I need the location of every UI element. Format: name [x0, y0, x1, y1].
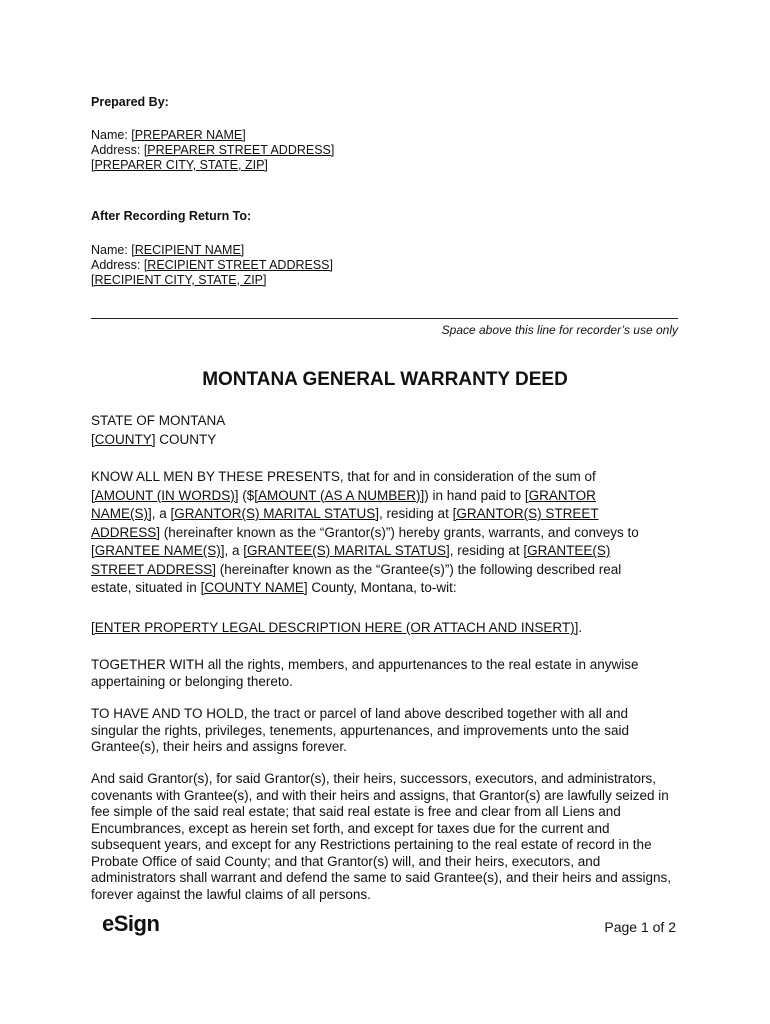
county-suffix: COUNTY	[155, 431, 217, 447]
recorder-divider	[91, 318, 678, 319]
grantor-marital-status-field[interactable]: [GRANTOR(S) MARITAL STATUS]	[170, 506, 380, 521]
recipient-address-line	[91, 258, 681, 273]
preparer-city-line	[91, 158, 681, 173]
esign-logo: eSign	[102, 911, 160, 936]
know-all-text: , a	[151, 506, 171, 521]
grantee-address-field[interactable]: [GRANTEE(S) STREET ADDRESS]	[91, 543, 611, 577]
preparer-name-field[interactable]: [PREPARER NAME]	[131, 128, 246, 142]
grantor-address-field[interactable]: [GRANTOR(S) STREET ADDRESS]	[91, 506, 599, 540]
grantee-name-field[interactable]: [GRANTEE NAME(S)]	[91, 543, 225, 558]
know-all-text: ) in hand paid to	[424, 487, 525, 503]
know-all-text: (hereinafter known as the “Grantee(s)”) the following described real estate, situated in	[91, 561, 622, 595]
amount-words-field[interactable]: [AMOUNT (IN WORDS)]	[91, 487, 239, 503]
know-all-paragraph	[91, 468, 651, 598]
know-all-text: , residing at	[449, 543, 524, 558]
recorder-note: Space above this line for recorder’s use only	[441, 323, 678, 337]
preparer-name-line	[91, 128, 681, 143]
recipient-name-label: Name:	[91, 243, 132, 257]
recipient-name-line	[91, 243, 681, 258]
recipient-name-field[interactable]: [RECIPIENT NAME]	[131, 243, 245, 257]
prepared-by-block	[91, 95, 681, 173]
know-all-text: (hereinafter known as the “Grantor(s)”) hereby grants, warrants, and conveys to	[160, 524, 639, 540]
grantee-marital-status-field[interactable]: [GRANTEE(S) MARITAL STATUS]	[243, 543, 450, 558]
return-to-block	[91, 209, 681, 288]
recipient-address-label: Address:	[91, 258, 144, 272]
to-have-paragraph: TO HAVE AND TO HOLD, the tract or parcel of land above described together with all and singular the rights, privileges, tenements, appurtenances, and improvements unto the said Grantee(s), their heirs and assigns forever.	[91, 706, 630, 754]
covenants-paragraph: And said Grantor(s), for said Grantor(s), their heirs, successors, executors, and administrators, covenants with Grantee(s), and with their heirs and assigns, that Grantor(s) are lawfully seized in fee simple of the said real estate; that said real estate is free and clear from all Liens and Encumbrances, except as herein set forth, and except for taxes due for the current and subsequent years, and except for any Restrictions pertaining to the real estate of record in the Probate Office of said County; and that Grantor(s) will, and their heirs, executors, and administrators shall warrant and defend the same to said Grantee(s), and their heirs and assigns, forever against the lawful claims of all persons.	[91, 771, 672, 902]
state-line: STATE OF MONTANA	[91, 413, 226, 428]
recipient-city-field[interactable]: [RECIPIENT CITY, STATE, ZIP]	[91, 273, 267, 287]
know-all-text: KNOW ALL MEN BY THESE PRESENTS, that for and in consideration of the sum of	[91, 469, 596, 484]
know-all-text: , a	[224, 543, 244, 558]
legal-description-suffix: .	[578, 620, 583, 635]
preparer-city-field[interactable]: [PREPARER CITY, STATE, ZIP]	[91, 158, 268, 172]
amount-number-field[interactable]: [AMOUNT (AS A NUMBER)]	[254, 487, 425, 503]
grantor-name-field[interactable]: [GRANTOR NAME(S)]	[91, 487, 596, 521]
return-to-heading: After Recording Return To:	[91, 209, 252, 223]
preparer-name-label: Name:	[91, 128, 132, 142]
preparer-address-label: Address:	[91, 143, 144, 157]
legal-description-line	[91, 619, 681, 638]
county-field[interactable]: [COUNTY]	[91, 431, 156, 447]
know-all-text: ($	[238, 487, 255, 503]
know-all-text: , residing at	[379, 506, 453, 521]
recipient-city-line	[91, 273, 681, 288]
county-line	[91, 431, 681, 450]
preparer-address-line	[91, 143, 681, 158]
together-paragraph: TOGETHER WITH all the rights, members, and appurtenances to the real estate in anywise appertaining or belonging thereto.	[91, 657, 639, 689]
know-all-text: County, Montana, to-wit:	[307, 580, 457, 595]
prepared-by-heading: Prepared By:	[91, 95, 169, 109]
recipient-address-field[interactable]: [RECIPIENT STREET ADDRESS]	[143, 258, 333, 272]
page-title: MONTANA GENERAL WARRANTY DEED	[202, 369, 568, 390]
county-name-field[interactable]: [COUNTY NAME]	[200, 580, 308, 595]
preparer-address-field[interactable]: [PREPARER STREET ADDRESS]	[143, 143, 335, 157]
legal-description-field[interactable]: [ENTER PROPERTY LEGAL DESCRIPTION HERE (OR ATTACH AND INSERT)]	[91, 620, 579, 635]
state-county-block	[91, 412, 681, 449]
page-number: Page 1 of 2	[604, 919, 676, 935]
